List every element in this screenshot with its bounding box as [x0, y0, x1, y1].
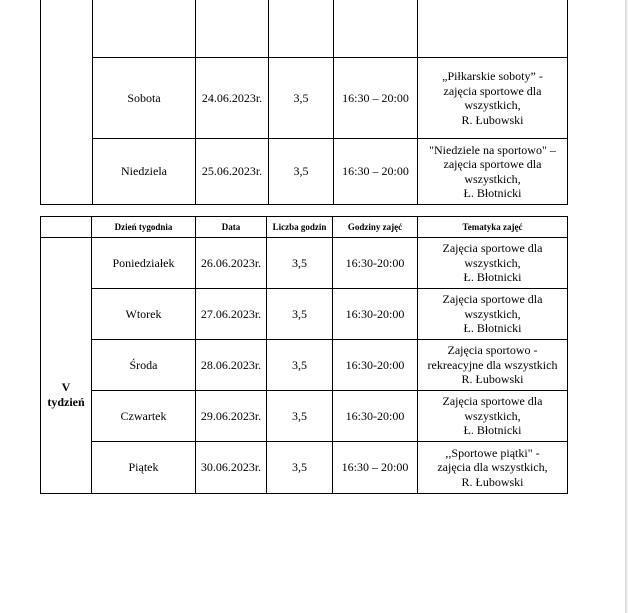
topic-cell	[418, 0, 568, 58]
table-header-row	[41, 217, 568, 238]
hours-cell: 3,5	[267, 391, 333, 442]
date-cell: 28.06.2023r.	[196, 340, 267, 391]
date-cell: 27.06.2023r.	[196, 289, 267, 340]
hours-cell: 3,5	[267, 442, 333, 494]
table-row	[41, 442, 568, 494]
day-cell: Środa	[92, 340, 196, 391]
header-day: Dzień tygodnia	[92, 217, 196, 238]
schedule-table-previous-week	[40, 0, 568, 205]
day-cell: Piątek	[92, 442, 196, 494]
table-row	[41, 0, 568, 58]
time-cell: 16:30 – 20:00	[334, 58, 418, 139]
week-label-cell	[41, 238, 92, 494]
header-hours: Liczba godzin	[267, 217, 333, 238]
date-cell: 25.06.2023r.	[196, 139, 269, 205]
schedule-table-week-5	[40, 216, 568, 494]
table-row	[41, 238, 568, 289]
week-cell	[41, 139, 93, 205]
hours-cell: 3,5	[267, 238, 333, 289]
topic-cell: "Niedziele na sportowo" – zajęcia sportowe dla wszystkich, Ł. Błotnicki	[418, 139, 568, 205]
week-label: V tydzień	[47, 380, 85, 409]
hours-cell: 3,5	[267, 340, 333, 391]
time-cell: 16:30-20:00	[333, 238, 418, 289]
table-row	[41, 58, 568, 139]
day-cell: Sobota	[93, 58, 196, 139]
day-cell: Niedziela	[93, 139, 196, 205]
header-week	[41, 217, 92, 238]
table-row	[41, 139, 568, 205]
date-cell: 26.06.2023r.	[196, 238, 267, 289]
day-cell: Poniedziałek	[92, 238, 196, 289]
date-cell: 30.06.2023r.	[196, 442, 267, 494]
date-cell	[196, 0, 269, 58]
time-cell	[334, 0, 418, 58]
time-cell: 16:30-20:00	[333, 340, 418, 391]
header-topic: Tematyka zajęć	[418, 217, 568, 238]
header-time: Godziny zajęć	[333, 217, 418, 238]
time-cell: 16:30 – 20:00	[333, 442, 418, 494]
time-cell: 16:30 – 20:00	[334, 139, 418, 205]
topic-cell: Zajęcia sportowe dla wszystkich, Ł. Błotnicki	[418, 289, 568, 340]
topic-cell: ,,Sportowe piątki" - zajęcia dla wszystkich, R. Łubowski	[418, 442, 568, 494]
hours-cell: 3,5	[267, 289, 333, 340]
day-cell: Czwartek	[92, 391, 196, 442]
topic-cell: „Piłkarskie soboty” - zajęcia sportowe dla wszystkich, R. Łubowski	[418, 58, 568, 139]
hours-cell	[269, 0, 334, 58]
topic-cell: Zajęcia sportowe dla wszystkich, Ł. Błotnicki	[418, 391, 568, 442]
hours-cell: 3,5	[269, 58, 334, 139]
topic-cell: Zajęcia sportowo - rekreacyjne dla wszystkich R. Łubowski	[418, 340, 568, 391]
hours-cell: 3,5	[269, 139, 334, 205]
topic-cell: Zajęcia sportowe dla wszystkich, Ł. Błotnicki	[418, 238, 568, 289]
time-cell: 16:30-20:00	[333, 391, 418, 442]
day-cell: Wtorek	[92, 289, 196, 340]
table-row	[41, 391, 568, 442]
day-cell	[93, 0, 196, 58]
date-cell: 24.06.2023r.	[196, 58, 269, 139]
header-date: Data	[196, 217, 267, 238]
table-row	[41, 289, 568, 340]
table-row	[41, 340, 568, 391]
date-cell: 29.06.2023r.	[196, 391, 267, 442]
time-cell: 16:30-20:00	[333, 289, 418, 340]
week-cell	[41, 0, 93, 139]
